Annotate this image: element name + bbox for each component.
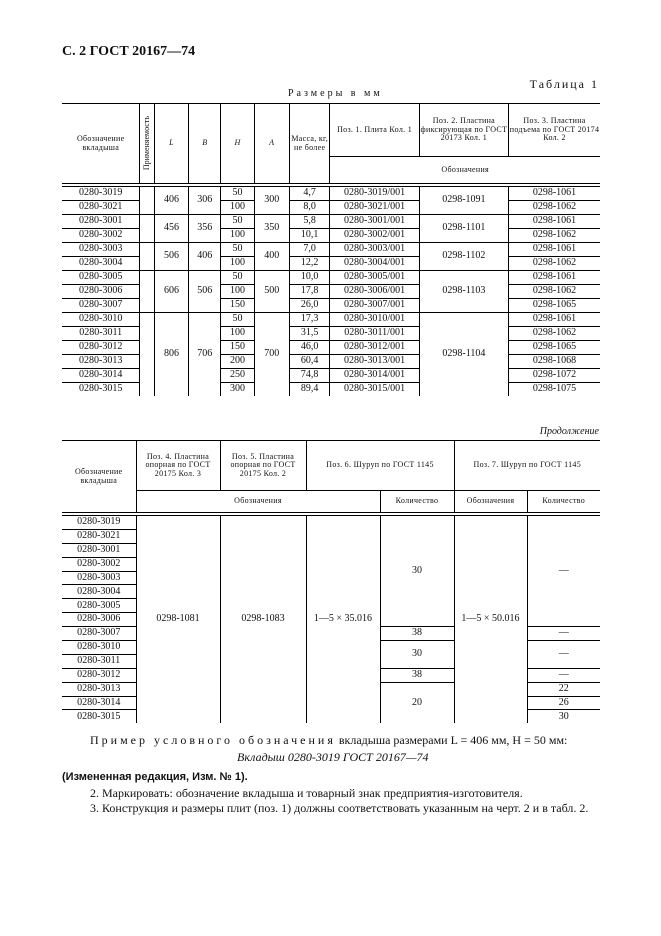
pos1-cell: 0280-3014/001: [330, 369, 419, 383]
pos6-designation-cell: 1—5 × 35.016: [306, 516, 380, 724]
pos3-cell: 0298-1062: [509, 201, 600, 215]
B-cell: 506: [189, 271, 221, 313]
table-row: [62, 271, 600, 285]
pos1-cell: 0280-3010/001: [330, 313, 419, 327]
designation-cell: 0280-3013: [62, 682, 136, 696]
pos7-qty-cell: 26: [527, 696, 600, 710]
H-cell: 100: [221, 285, 254, 299]
L-cell: 406: [154, 187, 188, 215]
header2-pos5: Поз. 5. Пластина опорная по ГОСТ 20175 Кол. 2: [220, 441, 306, 491]
designation-cell: 0280-3021: [62, 201, 140, 215]
notes: [62, 770, 602, 817]
pos6-qty-cell: 38: [380, 627, 454, 641]
pos3-cell: 0298-1075: [532, 383, 577, 395]
pos1-cell: 0280-3002/001: [330, 229, 419, 243]
designation-cell: 0280-3003: [62, 571, 136, 585]
pos1-cell: 0280-3007/001: [330, 299, 419, 313]
mass-cell: 4,7: [289, 187, 330, 201]
header2-pos7: Поз. 7. Шуруп по ГОСТ 1145: [454, 441, 600, 491]
B-cell: 406: [189, 243, 221, 271]
table-1-body: [62, 187, 600, 397]
designation-cell: 0280-3007: [62, 627, 136, 641]
header-B: B: [189, 104, 221, 184]
table-2-body: [62, 516, 600, 724]
pos7-qty-cell: —: [527, 516, 600, 627]
pos7-qty-cell: —: [527, 668, 600, 682]
pos1-cell: 0280-3006/001: [330, 285, 419, 299]
H-cell: 150: [221, 299, 254, 313]
L-cell: 456: [154, 215, 188, 243]
header2-qty6: Количество: [380, 491, 454, 513]
header-pos2: Поз. 2. Пластина фиксирующая по ГОСТ 20173 Кол. 1: [419, 104, 508, 157]
header2-designations: Обозначения: [136, 491, 380, 513]
pos2-cell: 0298-1102: [419, 243, 508, 271]
header-L: L: [154, 104, 188, 184]
L-cell: 606: [154, 271, 188, 313]
pos1-cell: 0280-3004/001: [330, 257, 419, 271]
designation-cell: 0280-3007: [62, 299, 140, 313]
header-designation: Обозначение вкладыша: [62, 104, 140, 184]
H-cell: 200: [221, 355, 254, 369]
designation-cell: 0280-3006: [62, 613, 136, 627]
pos2-cell: 0298-1103: [419, 271, 508, 313]
pos3-cell: 0298-1068: [509, 355, 600, 369]
H-cell: 150: [221, 341, 254, 355]
note-3: 3. Конструкция и размеры плит (поз. 1) должны соответствовать указанным на черт. 2 и в табл. 2.: [90, 801, 589, 815]
H-cell: 100: [221, 229, 254, 243]
table-1: [62, 103, 600, 396]
header-pos1: Поз. 1. Плита Кол. 1: [330, 104, 419, 157]
mass-cell: 8,0: [289, 201, 330, 215]
mass-cell: 5,8: [289, 215, 330, 229]
pos5-cell: 0298-1083: [220, 516, 306, 724]
pos7-qty-cell: 30: [558, 710, 569, 722]
designation-cell: 0280-3001: [62, 215, 140, 229]
pos3-cell: 0298-1072: [509, 369, 600, 383]
dimensions-caption: Размеры в мм: [288, 88, 383, 99]
pos6-qty-cell: 30: [380, 641, 454, 669]
pos1-cell: 0280-3015/001: [330, 383, 419, 397]
mass-cell: 17,3: [289, 313, 330, 327]
designation-cell: 0280-3002: [62, 229, 140, 243]
table-row: [62, 243, 600, 257]
pos1-cell: 0280-3012/001: [330, 341, 419, 355]
pos3-cell: 0298-1062: [509, 327, 600, 341]
header2-des7: Обозначения: [454, 491, 527, 513]
applicability-cell: [140, 313, 155, 397]
designation-cell: 0280-3005: [62, 599, 136, 613]
example-rest: вкладыша размерами L = 406 мм, H = 50 мм:: [338, 733, 568, 747]
designation-cell: 0280-3010: [62, 641, 136, 655]
designation-cell: 0280-3012: [62, 668, 136, 682]
designation-cell: 0280-3014: [62, 696, 136, 710]
designation-cell: 0280-3005: [62, 271, 140, 285]
header-applicability: Применяемость: [140, 104, 155, 184]
pos3-cell: 0298-1062: [509, 229, 600, 243]
mass-cell: 10,0: [289, 271, 330, 285]
header2-designation: Обозначение вкладыша: [62, 441, 136, 513]
H-cell: 50: [221, 271, 254, 285]
pos1-cell: 0280-3005/001: [330, 271, 419, 285]
designation-cell: 0280-3019: [62, 187, 140, 201]
table-row: [62, 313, 600, 327]
applicability-cell: [140, 187, 155, 215]
designation-cell: 0280-3015: [62, 383, 140, 397]
H-cell: 50: [221, 215, 254, 229]
designation-cell: 0280-3012: [62, 341, 140, 355]
L-cell: 506: [154, 243, 188, 271]
pos4-cell: 0298-1081: [136, 516, 220, 724]
designation-cell: 0280-3011: [62, 654, 136, 668]
A-cell: 500: [254, 271, 289, 313]
header-mass: Масса, кг, не более: [289, 104, 330, 184]
H-cell: 300: [221, 383, 254, 397]
designation-cell: 0280-3013: [62, 355, 140, 369]
pos7-qty-cell: 22: [527, 682, 600, 696]
example-line: [90, 733, 567, 748]
mass-cell: 26,0: [289, 299, 330, 313]
header2-pos4: Поз. 4. Пластина опорная по ГОСТ 20175 Кол. 3: [136, 441, 220, 491]
note-2: 2. Маркировать: обозначение вкладыша и товарный знак предприятия-изготовителя.: [90, 785, 523, 800]
designation-cell: 0280-3021: [62, 529, 136, 543]
A-cell: 300: [254, 187, 289, 215]
A-cell: 700: [254, 313, 289, 397]
A-cell: 400: [254, 243, 289, 271]
pos3-cell: 0298-1061: [509, 271, 600, 285]
table-row: [62, 516, 600, 530]
pos1-cell: 0280-3011/001: [330, 327, 419, 341]
pos6-qty-cell: 20: [380, 682, 454, 723]
mass-cell: 7,0: [289, 243, 330, 257]
table-number: Таблица 1: [529, 77, 599, 91]
pos3-cell: 0298-1061: [509, 215, 600, 229]
mass-cell: 17,8: [289, 285, 330, 299]
applicability-cell: [140, 243, 155, 271]
designation-cell: 0280-3004: [62, 257, 140, 271]
table-row: [62, 215, 600, 229]
continuation-label: Продолжение: [539, 426, 599, 437]
mass-cell: 12,2: [289, 257, 330, 271]
example-spaced: Пример условного обозначения: [90, 733, 336, 747]
H-cell: 50: [221, 243, 254, 257]
mass-cell: 89,4: [289, 383, 330, 397]
designation-cell: 0280-3001: [62, 543, 136, 557]
designation-cell: 0280-3010: [62, 313, 140, 327]
pos3-cell: 0298-1065: [509, 299, 600, 313]
page-header: С. 2 ГОСТ 20167—74: [62, 44, 196, 59]
mass-cell: 31,5: [289, 327, 330, 341]
designation-cell: 0280-3011: [62, 327, 140, 341]
pos3-cell: 0298-1061: [509, 313, 600, 327]
edition-note: (Измененная редакция, Изм. № 1).: [62, 771, 248, 783]
pos2-cell: 0298-1101: [419, 215, 508, 243]
pos1-cell: 0280-3003/001: [330, 243, 419, 257]
B-cell: 706: [189, 313, 221, 397]
H-cell: 50: [221, 313, 254, 327]
designation-cell: 0280-3015: [62, 710, 136, 723]
pos6-qty-cell: 38: [380, 668, 454, 682]
pos1-cell: 0280-3021/001: [330, 201, 419, 215]
pos3-cell: 0298-1062: [509, 285, 600, 299]
pos1-cell: 0280-3001/001: [330, 215, 419, 229]
A-cell: 350: [254, 215, 289, 243]
mass-cell: 46,0: [289, 341, 330, 355]
pos1-cell: 0280-3013/001: [330, 355, 419, 369]
pos3-cell: 0298-1062: [509, 257, 600, 271]
pos2-cell: 0298-1104: [419, 313, 508, 397]
pos6-qty-cell: 30: [380, 516, 454, 627]
pos3-cell: 0298-1061: [509, 187, 600, 201]
applicability-cell: [140, 271, 155, 313]
pos3-cell: 0298-1061: [509, 243, 600, 257]
pos7-qty-cell: —: [527, 627, 600, 641]
header-pos3: Поз. 3. Пластина подъема по ГОСТ 20174 Кол. 2: [509, 104, 600, 157]
mass-cell: 74,8: [289, 369, 330, 383]
header2-qty7: Количество: [527, 491, 600, 513]
B-cell: 306: [189, 187, 221, 215]
mass-cell: 10,1: [289, 229, 330, 243]
H-cell: 100: [221, 327, 254, 341]
designation-cell: 0280-3014: [62, 369, 140, 383]
B-cell: 356: [189, 215, 221, 243]
H-cell: 250: [221, 369, 254, 383]
designation-cell: 0280-3019: [62, 516, 136, 530]
designation-cell: 0280-3003: [62, 243, 140, 257]
example-designation: Вкладыш 0280-3019 ГОСТ 20167—74: [237, 750, 429, 764]
pos1-cell: 0280-3019/001: [330, 187, 419, 201]
L-cell: 806: [154, 313, 188, 397]
header-A: A: [254, 104, 289, 184]
designation-cell: 0280-3002: [62, 557, 136, 571]
table-2: [62, 440, 600, 723]
header2-pos6: Поз. 6. Шуруп по ГОСТ 1145: [306, 441, 454, 491]
mass-cell: 60,4: [289, 355, 330, 369]
pos7-designation-cell: 1—5 × 50.016: [454, 516, 527, 724]
designation-cell: 0280-3006: [62, 285, 140, 299]
pos2-cell: 0298-1091: [419, 187, 508, 215]
H-cell: 100: [221, 257, 254, 271]
header-H: H: [221, 104, 254, 184]
H-cell: 100: [221, 201, 254, 215]
designation-cell: 0280-3004: [62, 585, 136, 599]
applicability-cell: [140, 215, 155, 243]
header-designations: Обозначения: [330, 157, 600, 184]
pos7-qty-cell: —: [527, 641, 600, 669]
pos3-cell: 0298-1065: [509, 341, 600, 355]
table-row: [62, 187, 600, 201]
H-cell: 50: [221, 187, 254, 201]
